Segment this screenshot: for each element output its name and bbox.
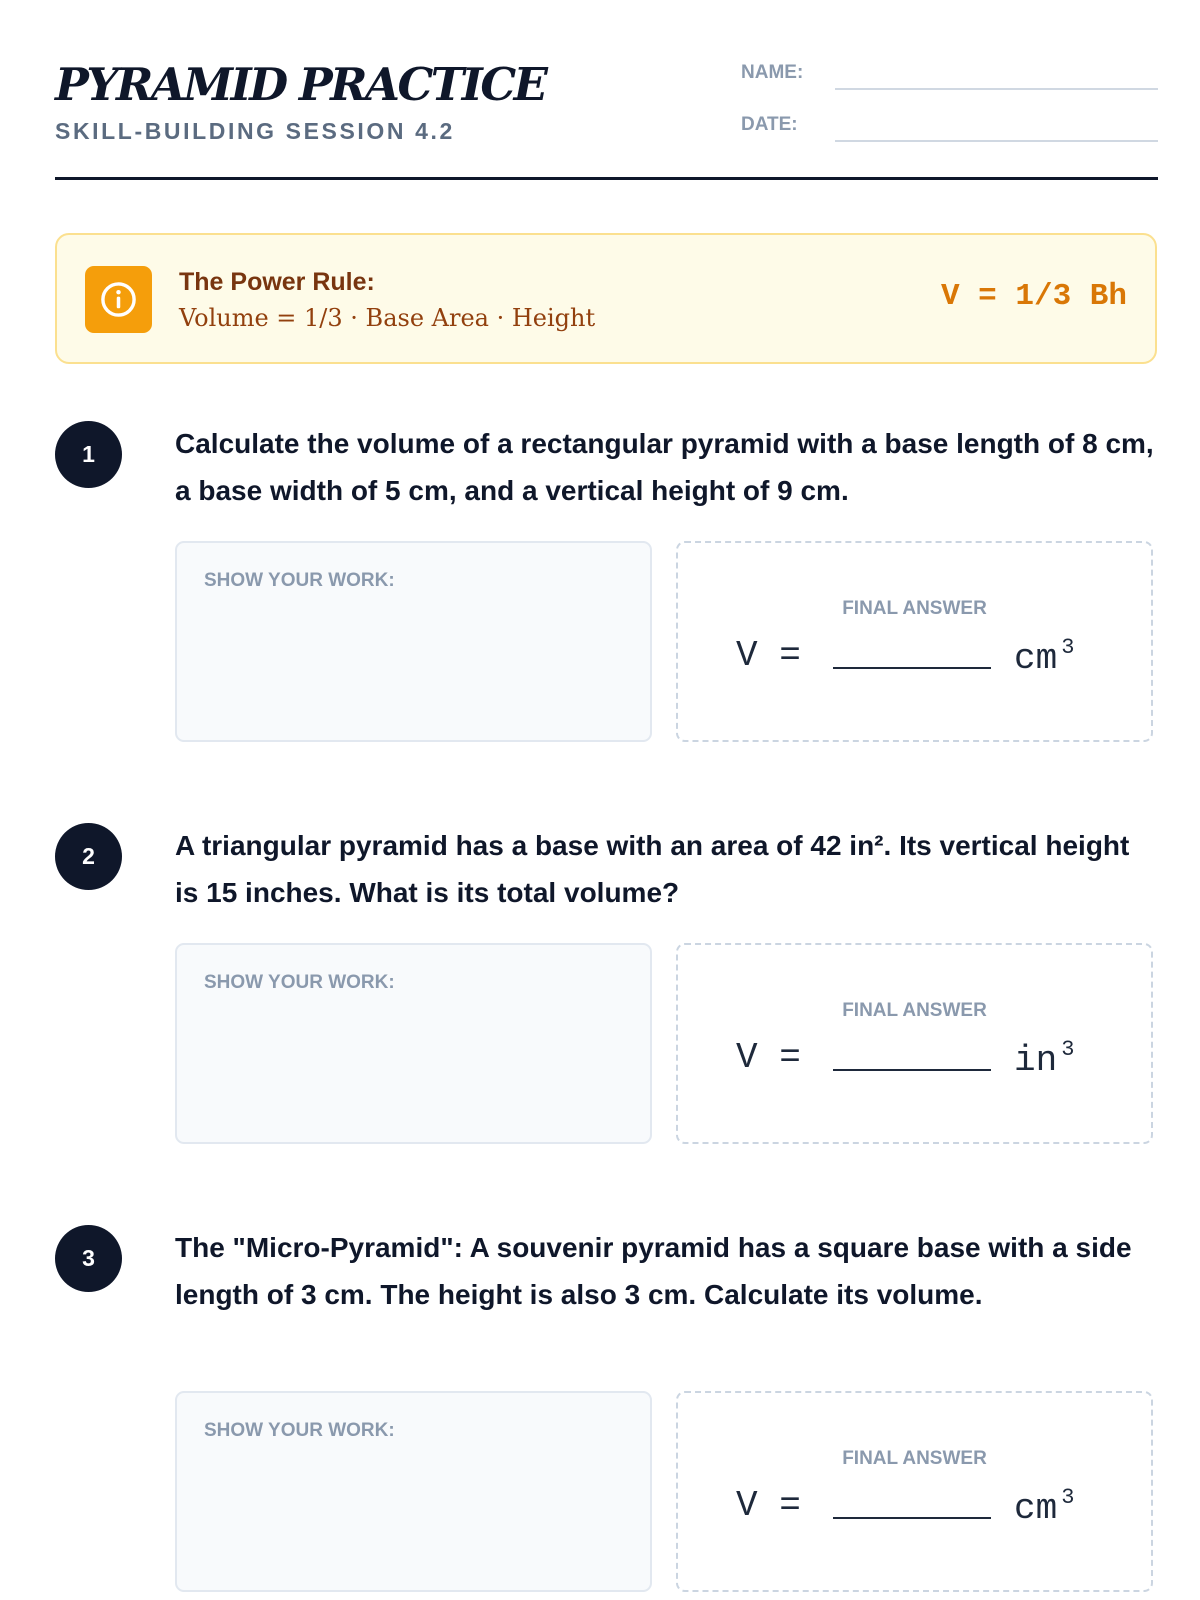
question-text: A triangular pyramid has a base with an area of 42 in². Its vertical height is 15 inches. What is its total volume? — [175, 830, 1130, 908]
question-number: 3 — [55, 1225, 122, 1292]
final-answer-label: FINAL ANSWER — [842, 598, 987, 619]
work-area[interactable] — [175, 1391, 652, 1592]
answer-prefix: V = — [736, 1485, 801, 1526]
answer-blank[interactable] — [833, 1517, 991, 1519]
answer-blank[interactable] — [833, 1069, 991, 1071]
rule-formula: V = 1/3 Bh — [940, 279, 1127, 314]
date-label: DATE: — [741, 114, 798, 135]
final-answer-box — [676, 943, 1153, 1144]
work-area[interactable] — [175, 541, 652, 742]
final-answer-box — [676, 1391, 1153, 1592]
worksheet-header — [55, 52, 1158, 180]
work-label: SHOW YOUR WORK: — [204, 972, 395, 993]
final-answer-label: FINAL ANSWER — [842, 1000, 987, 1021]
power-rule-callout — [55, 233, 1157, 364]
rule-title: The Power Rule: — [179, 268, 375, 296]
work-label: SHOW YOUR WORK: — [204, 570, 395, 591]
name-field[interactable] — [835, 88, 1158, 90]
final-answer-box — [676, 541, 1153, 742]
answer-prefix: V = — [736, 1037, 801, 1078]
answer-prefix: V = — [736, 635, 801, 676]
info-icon — [85, 266, 152, 333]
answer-unit: cm $^3$ — [1014, 1485, 1075, 1529]
answer-unit: in $^3$ — [1014, 1037, 1075, 1081]
question-number: 2 — [55, 823, 122, 890]
work-label: SHOW YOUR WORK: — [204, 1420, 395, 1441]
answer-blank[interactable] — [833, 667, 991, 669]
page-subtitle: SKILL-BUILDING SESSION 4.2 — [55, 118, 455, 144]
name-label: NAME: — [741, 62, 804, 83]
page-title: PYRAMID PRACTICE — [55, 58, 546, 111]
answer-unit: cm $^3$ — [1014, 635, 1075, 679]
question-text: The "Micro-Pyramid": A souvenir pyramid has a square base with a side length of 3 cm. The height is also 3 cm. Calculate its volume. — [175, 1232, 1132, 1310]
question-text: Calculate the volume of a rectangular pyramid with a base length of 8 cm, a base width of 5 cm, and a vertical height of 9 cm. — [175, 428, 1154, 506]
final-answer-label: FINAL ANSWER — [842, 1448, 987, 1469]
work-area[interactable] — [175, 943, 652, 1144]
date-field[interactable] — [835, 140, 1158, 142]
question-number: 1 — [55, 421, 122, 488]
rule-description: Volume = 1/3 · Base Area · Height — [179, 304, 596, 332]
